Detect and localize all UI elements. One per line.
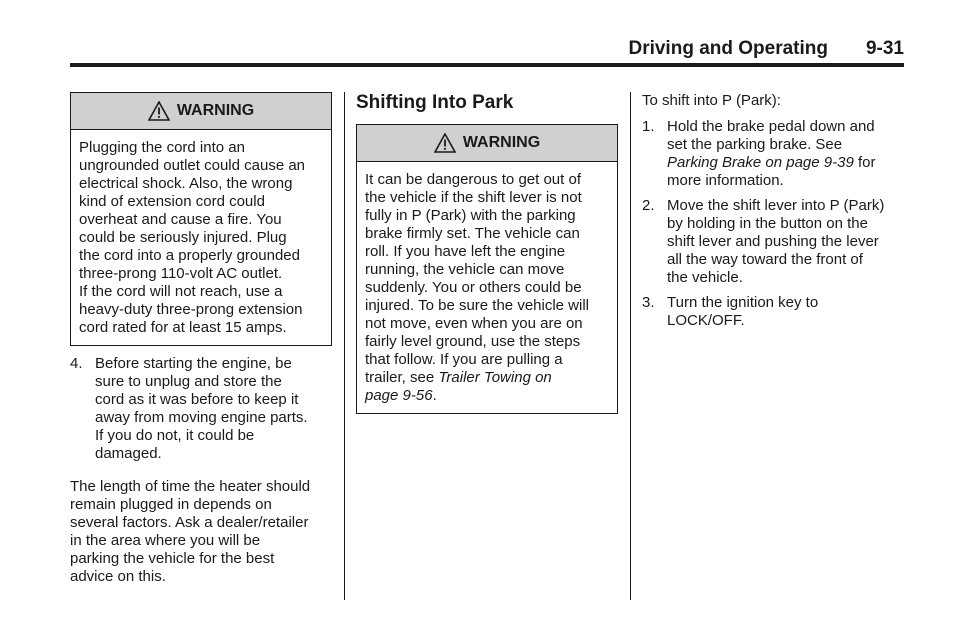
paragraph-line: advice on this. [70,568,166,585]
column-divider [344,92,345,600]
warning-line: could be seriously injured. Plug [79,229,287,246]
procedure-intro: To shift into P (Park): [642,92,781,109]
step-4 [70,355,332,463]
step-line: LOCK/OFF. [667,312,745,329]
step-line: cord as it was before to keep it [95,391,299,408]
page-number: 9-31 [865,38,904,59]
step-line: If you do not, it could be [95,427,255,444]
warning-line-suffix: . [432,387,437,404]
step-text [667,294,904,330]
warning-line: electrical shock. Also, the wrong [79,175,293,192]
heater-paragraph [70,478,332,586]
warning-text [357,162,617,413]
warning-box-extension-cord [70,92,332,346]
page-reference[interactable]: page 9-56 [365,387,433,404]
step-line: by holding in the button on the [667,215,868,232]
step-line: Turn the ignition key to [667,294,819,311]
warning-line: injured. To be sure the vehicle will [365,297,590,314]
warning-text [71,130,331,345]
warning-line: If the cord will not reach, use a [79,283,283,300]
step-number: 3. [642,294,655,311]
step-text [667,197,904,287]
warning-line: three-prong 110-volt AC outlet. [79,265,283,282]
column-divider [630,92,631,600]
step-line: the vehicle. [667,269,743,286]
column-1 [70,92,332,586]
warning-line: brake firmly set. The vehicle can [365,225,580,242]
paragraph-line: parking the vehicle for the best [70,550,275,567]
section-title: Driving and Operating [628,38,828,59]
step-line: damaged. [95,445,162,462]
paragraph-line: remain plugged in depends on [70,496,272,513]
step-line: sure to unplug and store the [95,373,282,390]
step-line: set the parking brake. See [667,136,843,153]
paragraph-line: The length of time the heater should [70,478,311,495]
step-line: all the way toward the front of [667,251,863,268]
warning-line: fairly level ground, use the steps [365,333,581,350]
warning-line: fully in P (Park) with the parking [365,207,576,224]
parking-brake-reference[interactable]: Parking Brake on page 9-39 [667,154,854,171]
warning-title: WARNING [462,134,541,151]
warning-line: not move, even when you are on [365,315,583,332]
warning-line: cord rated for at least 15 amps. [79,319,287,336]
step-2 [642,197,904,287]
step-line: shift lever and pushing the lever [667,233,879,250]
warning-box-park [356,124,618,414]
step-line: Before starting the engine, be [95,355,292,372]
warning-line: Plugging the cord into an [79,139,245,156]
warning-header [71,93,331,130]
section-heading: Shifting Into Park [356,92,514,113]
paragraph-line: several factors. Ask a dealer/retailer [70,514,309,531]
step-line: more information. [667,172,784,189]
warning-line: It can be dangerous to get out of [365,171,581,188]
warning-line: heavy-duty three-prong extension [79,301,303,318]
step-line-with-reference [667,154,904,172]
step-text [95,355,332,463]
step-line: Move the shift lever into P (Park) [667,197,885,214]
page-header [70,36,904,62]
warning-line: that follow. If you are pulling a [365,351,563,368]
step-line-suffix: for [853,154,876,171]
column-2 [356,92,618,414]
warning-line: running, the vehicle can move [365,261,565,278]
paragraph-line: in the area where you will be [70,532,261,549]
warning-triangle-icon [148,101,170,121]
warning-line: overheat and cause a fire. You [79,211,282,228]
step-line: away from moving engine parts. [95,409,308,426]
step-number: 2. [642,197,655,214]
warning-line: ungrounded outlet could cause an [79,157,306,174]
step-3 [642,294,904,330]
warning-title: WARNING [176,102,255,119]
warning-line: roll. If you have left the engine [365,243,566,260]
header-rule [70,63,904,67]
warning-line-prefix: trailer, see [365,369,439,386]
step-number: 1. [642,118,655,135]
warning-line: suddenly. You or others could be [365,279,582,296]
trailer-towing-reference[interactable]: Trailer Towing on [438,369,552,386]
column-3 [642,92,904,330]
warning-header [357,125,617,162]
step-number: 4. [70,355,83,372]
warning-triangle-icon [434,133,456,153]
warning-line-with-reference [365,387,609,405]
warning-line: the vehicle if the shift lever is not [365,189,582,206]
warning-line-with-reference [365,369,609,387]
step-line: Hold the brake pedal down and [667,118,875,135]
warning-line: the cord into a properly grounded [79,247,300,264]
step-text [667,118,904,190]
step-1 [642,118,904,190]
warning-line: kind of extension cord could [79,193,265,210]
